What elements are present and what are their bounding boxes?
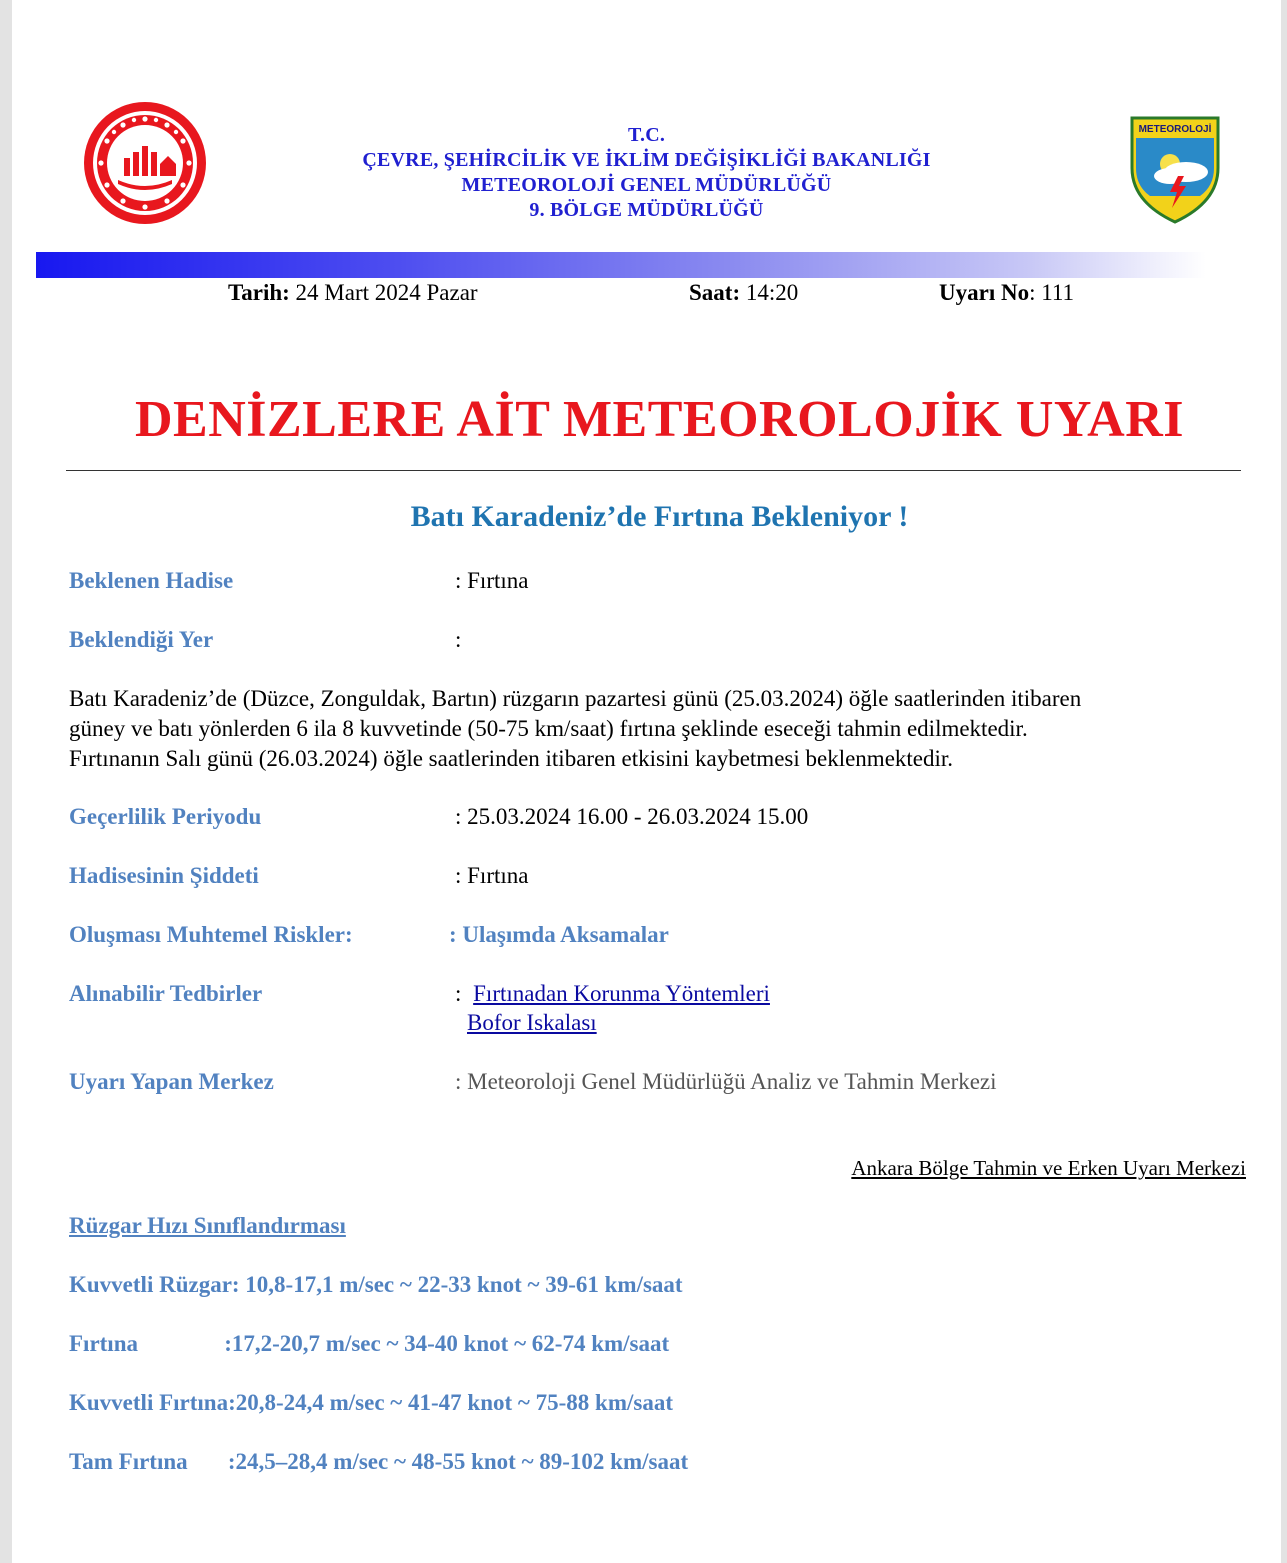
- center-label: Uyarı Yapan Merkez: [69, 1069, 274, 1094]
- date-value: 24 Mart 2024 Pazar: [295, 280, 478, 305]
- description-line: güney ve batı yönlerden 6 ila 8 kuvvetinde (50-75 km/saat) fırtına şeklinde eseceği tahmin edilmektedir.: [69, 716, 1028, 741]
- header-tc: T.C.: [627, 124, 666, 146]
- header-region: 9. BÖLGE MÜDÜRLÜĞÜ: [529, 199, 764, 221]
- ankara-center-signature: Ankara Bölge Tahmin ve Erken Uyarı Merkezi: [851, 1156, 1246, 1180]
- time-value: 14:20: [745, 280, 799, 305]
- risks-label: Oluşması Muhtemel Riskler:: [69, 922, 353, 947]
- title-divider: [66, 470, 1241, 471]
- expected-place-label: Beklendiği Yer: [69, 627, 214, 652]
- wind-class-row: Tam Fırtına :24,5–28,4 m/sec ~ 48-55 knot ~ 89-102 km/saat: [69, 1449, 689, 1474]
- warning-label: Uyarı No: [939, 280, 1030, 305]
- warning-value: : 111: [1029, 280, 1075, 305]
- header-ministry: ÇEVRE, ŞEHİRCİLİK VE İKLİM DEĞİŞİKLİĞİ BAKANLIĞI: [362, 149, 931, 171]
- expected-place-value: :: [455, 627, 462, 652]
- beaufort-scale-link[interactable]: Bofor Iskalası: [467, 1010, 597, 1035]
- severity-value: : Fırtına: [455, 863, 529, 888]
- time-label: Saat:: [689, 280, 741, 305]
- wind-class-row: Kuvvetli Rüzgar: 10,8-17,1 m/sec ~ 22-33 knot ~ 39-61 km/saat: [69, 1272, 683, 1297]
- date-label: Tarih:: [228, 280, 290, 305]
- document-title: DENİZLERE AİT METEOROLOJİK UYARI: [134, 391, 1185, 448]
- document-subtitle: Batı Karadeniz’de Fırtına Bekleniyor !: [410, 500, 909, 533]
- date-field: [228, 280, 478, 306]
- logo-text: METEOROLOJİ: [1138, 124, 1212, 135]
- validity-label: Geçerlilik Periyodu: [69, 804, 262, 829]
- beaufort-link-row: [467, 1010, 597, 1036]
- time-field: [689, 280, 798, 306]
- document-page: [12, 0, 1281, 1563]
- storm-protection-link[interactable]: Fırtınadan Korunma Yöntemleri: [473, 981, 770, 1006]
- description-line: Fırtınanın Salı günü (26.03.2024) öğle saatlerinden itibaren etkisini kaybetmesi beklenmektedir.: [69, 746, 954, 771]
- expected-event-label: Beklenen Hadise: [69, 568, 234, 593]
- warning-number-field: [939, 280, 1074, 306]
- severity-label: Hadisesinin Şiddeti: [69, 863, 259, 888]
- description-line: Batı Karadeniz’de (Düzce, Zonguldak, Bartın) rüzgarın pazartesi günü (25.03.2024) öğle saatlerinden itibaren: [69, 686, 1082, 711]
- center-value: : Meteoroloji Genel Müdürlüğü Analiz ve Tahmin Merkezi: [455, 1069, 997, 1094]
- wind-class-row: Fırtına :17,2-20,7 m/sec ~ 34-40 knot ~ 62-74 km/saat: [69, 1331, 670, 1356]
- validity-value: : 25.03.2024 16.00 - 26.03.2024 15.00: [455, 804, 809, 829]
- wind-class-row: Kuvvetli Fırtına:20,8-24,4 m/sec ~ 41-47 knot ~ 75-88 km/saat: [69, 1390, 673, 1415]
- measures-colon: :: [455, 981, 462, 1006]
- wind-classification-title: Rüzgar Hızı Sınıflandırması: [69, 1213, 346, 1238]
- header-gradient-bar: [36, 252, 1206, 278]
- measures-label: Alınabilir Tedbirler: [69, 981, 263, 1006]
- description-paragraph: [69, 684, 1249, 774]
- risks-value: : Ulaşımda Aksamalar: [449, 922, 669, 947]
- measures-value: [455, 981, 770, 1007]
- header-directorate: METEOROLOJİ GENEL MÜDÜRLÜĞÜ: [461, 174, 832, 196]
- expected-event-value: : Fırtına: [455, 568, 529, 593]
